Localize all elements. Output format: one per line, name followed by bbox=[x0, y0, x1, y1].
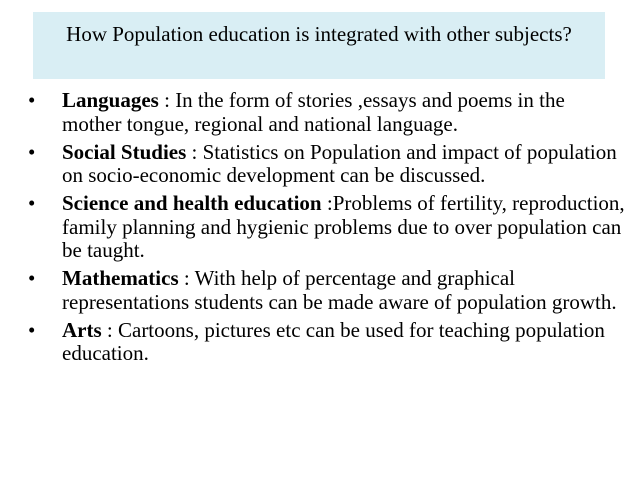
bullet-dot-icon: • bbox=[28, 191, 36, 215]
bullet-subject: Arts bbox=[62, 317, 102, 342]
slide-title: How Population education is integrated with other subjects? bbox=[33, 12, 605, 79]
bullet-subject: Social Studies bbox=[62, 139, 187, 164]
bullet-dot-icon: • bbox=[28, 317, 36, 342]
bullet-text: : Cartoons, pictures etc can be used for teaching population education. bbox=[62, 317, 605, 365]
bullet-item-languages bbox=[28, 89, 628, 136]
bullet-subject: Science and health education bbox=[62, 191, 322, 215]
bullet-item-social-studies bbox=[28, 141, 628, 188]
bullet-text: :Problems of fertility, reproduction, family planning and hygienic problems due to over population can be taught. bbox=[62, 191, 625, 262]
bullet-dot-icon: • bbox=[28, 139, 36, 164]
bullet-subject: Languages bbox=[62, 88, 159, 112]
bullet-item-mathematics bbox=[28, 267, 628, 314]
bullet-text: : With help of percentage and graphical representations students can be made aware of population growth. bbox=[62, 266, 617, 314]
bullet-item-science-health bbox=[28, 192, 628, 263]
bullet-subject: Mathematics bbox=[62, 266, 179, 290]
bullet-dot-icon: • bbox=[28, 88, 36, 112]
bullet-dot-icon: • bbox=[28, 266, 36, 290]
bullet-list bbox=[28, 89, 628, 370]
bullet-text: : Statistics on Population and impact of population on socio-economic development can be discussed. bbox=[62, 139, 617, 187]
bullet-item-arts bbox=[28, 319, 628, 366]
bullet-text: : In the form of stories ,essays and poems in the mother tongue, regional and national language. bbox=[62, 88, 565, 136]
